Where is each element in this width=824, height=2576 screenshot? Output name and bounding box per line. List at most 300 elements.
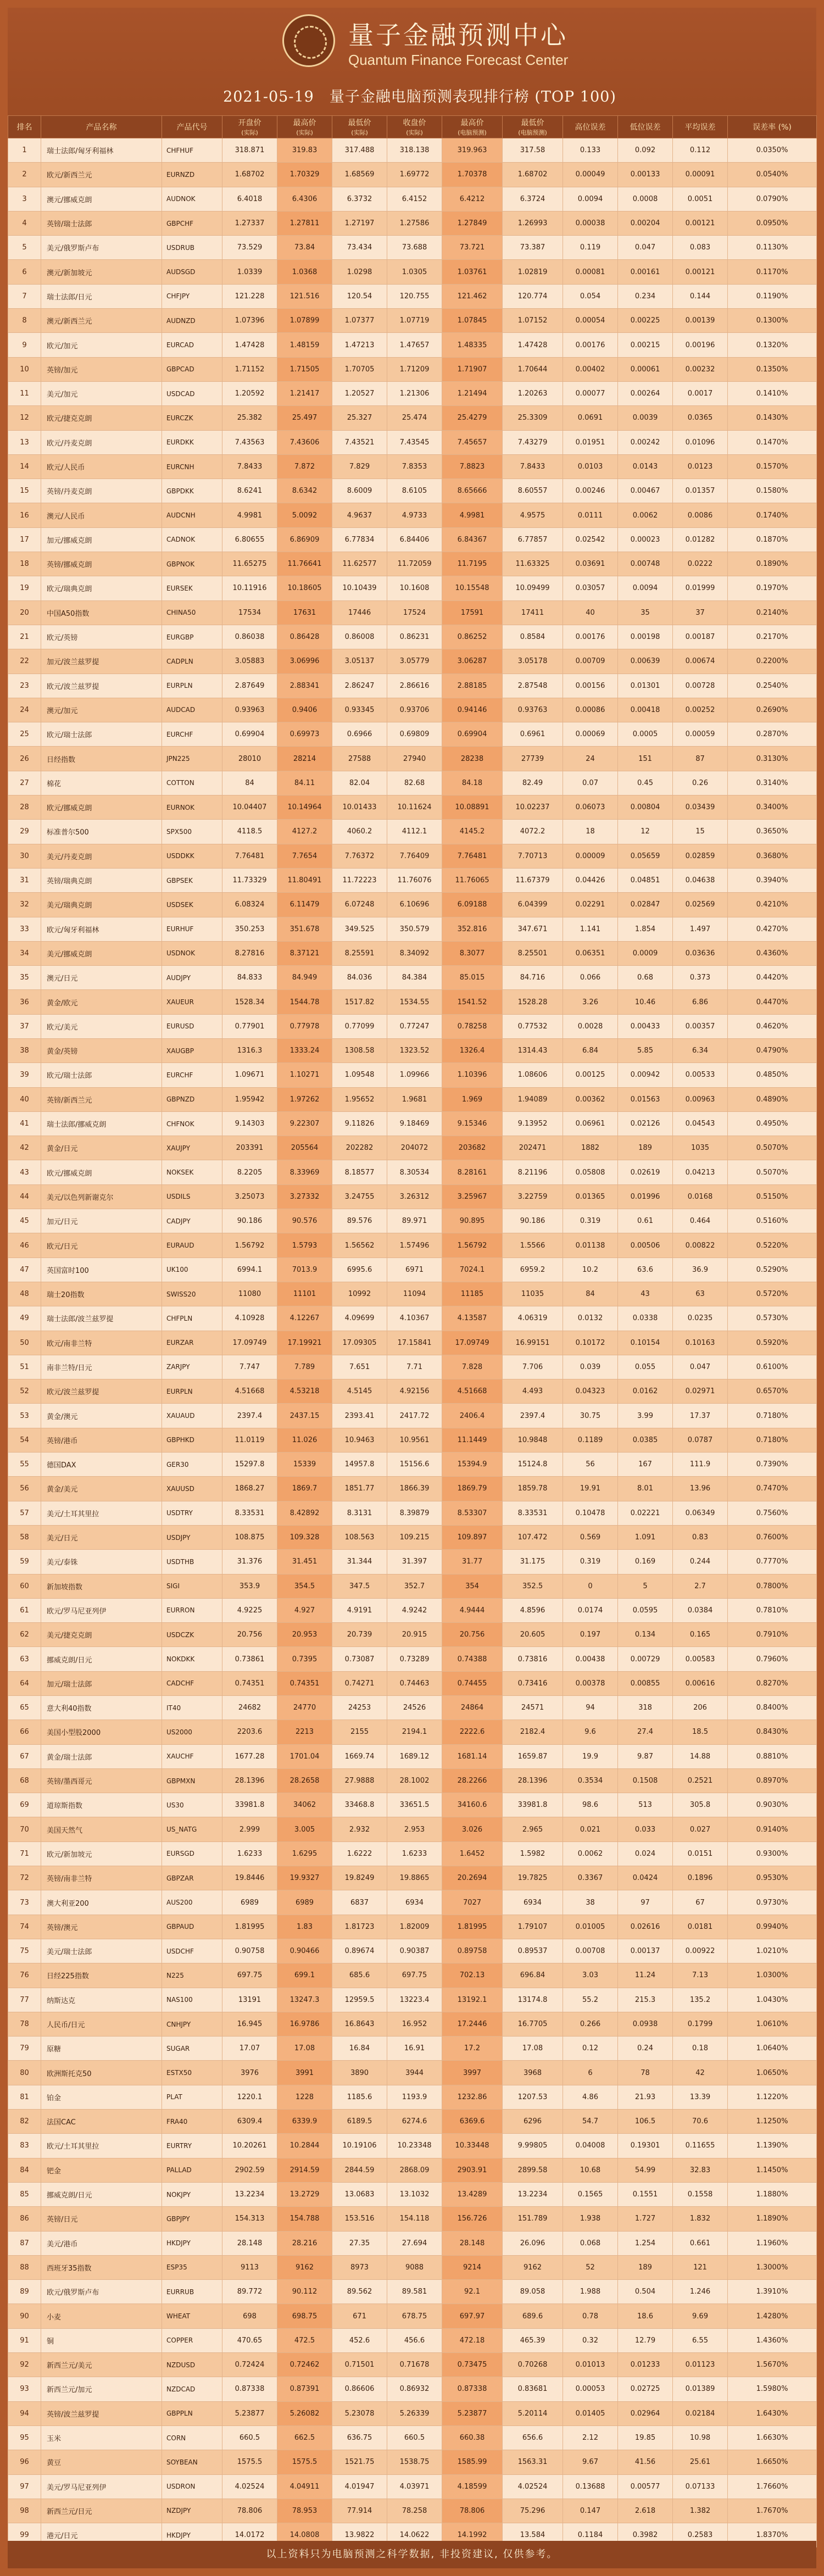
cell-low-predicted: 10.9848 [503,1428,563,1452]
cell-low-error: 27.4 [618,1720,673,1744]
cell-product-name: 欧元/匈牙利福林 [41,917,162,941]
cell-low-actual: 452.6 [332,2328,387,2352]
cell-avg-error: 7.13 [673,1963,728,1988]
cell-close-actual: 1538.75 [387,2450,442,2474]
cell-open-actual: 2902.59 [222,2158,277,2182]
brand-name-en: Quantum Finance Forecast Center [348,52,569,68]
cell-open-actual: 1.71152 [222,357,277,381]
cell-product-name: 标准普尔500 [41,820,162,844]
cell-low-predicted: 1528.28 [503,990,563,1014]
cell-high-error: 9.67 [563,2450,618,2474]
cell-high-actual: 2213 [277,1720,332,1744]
cell-avg-error: 15 [673,820,728,844]
cell-error-rate: 0.9140% [728,1817,817,1841]
cell-open-actual: 3976 [222,2061,277,2085]
cell-open-actual: 0.74351 [222,1671,277,1695]
cell-close-actual: 10.9561 [387,1428,442,1452]
cell-close-actual: 697.75 [387,1963,442,1988]
column-header-label: 最低价 [348,119,371,127]
cell-low-error: 0.169 [618,1550,673,1574]
cell-avg-error: 0.00091 [673,163,728,187]
cell-rank: 55 [8,1453,41,1477]
cell-error-rate: 1.3910% [728,2280,817,2304]
cell-low-predicted: 0.70268 [503,2353,563,2377]
cell-high-actual: 0.86428 [277,625,332,649]
cell-high-error: 0.00709 [563,649,618,674]
cell-close-actual: 28.1002 [387,1768,442,1793]
cell-low-actual: 4.09699 [332,1306,387,1331]
cell-rank: 27 [8,771,41,795]
cell-low-actual: 3.05137 [332,649,387,674]
cell-low-error: 1.254 [618,2231,673,2255]
cell-low-predicted: 6934 [503,1890,563,1915]
cell-close-actual: 2.953 [387,1817,442,1841]
table-row [8,2085,817,2109]
cell-high-predicted: 0.89758 [442,1939,503,1963]
cell-low-actual: 7.829 [332,454,387,479]
cell-high-actual: 78.953 [277,2499,332,2523]
cell-open-actual: 4.10928 [222,1306,277,1331]
cell-avg-error: 2.7 [673,1574,728,1598]
cell-product-code: UK100 [162,1258,222,1282]
cell-high-predicted: 0.78258 [442,1014,503,1038]
cell-open-actual: 89.772 [222,2280,277,2304]
cell-error-rate: 0.1570% [728,454,817,479]
table-row [8,1939,817,1963]
cell-low-error: 0.00264 [618,381,673,405]
cell-close-actual: 4.9242 [387,1598,442,1622]
cell-low-actual: 12959.5 [332,1988,387,2012]
cell-rank: 71 [8,1841,41,1866]
cell-product-code: USDCZK [162,1623,222,1647]
cell-close-actual: 2417.72 [387,1404,442,1428]
cell-product-code: CHFPLN [162,1306,222,1331]
cell-rank: 57 [8,1501,41,1525]
cell-low-error: 0.01301 [618,674,673,698]
cell-high-error: 0.1189 [563,1428,618,1452]
cell-product-name: 美元/土耳其里拉 [41,1501,162,1525]
cell-error-rate: 1.8370% [728,2523,817,2547]
header-banner [8,8,816,123]
cell-high-predicted: 3.25967 [442,1184,503,1209]
cell-open-actual: 697.75 [222,1963,277,1988]
cell-low-error: 8.01 [618,1477,673,1501]
cell-high-error: 0.01013 [563,2353,618,2377]
cell-low-actual: 8.6009 [332,479,387,503]
cell-low-error: 0.05659 [618,844,673,868]
cell-low-error: 0.61 [618,1209,673,1233]
cell-high-actual: 1228 [277,2085,332,2109]
cell-rank: 77 [8,1988,41,2012]
cell-low-actual: 4060.2 [332,820,387,844]
cell-product-name: 欧元/美元 [41,1014,162,1038]
cell-low-actual: 0.89674 [332,1939,387,1963]
cell-low-actual: 6995.6 [332,1258,387,1282]
cell-low-error: 0.00467 [618,479,673,503]
cell-open-actual: 4.02524 [222,2474,277,2499]
cell-open-actual: 660.5 [222,2425,277,2450]
column-header-label: 误差率 (%) [753,123,792,132]
cell-low-predicted: 317.58 [503,138,563,163]
cell-low-predicted: 89.058 [503,2280,563,2304]
cell-low-error: 0.19301 [618,2134,673,2158]
cell-low-actual: 8.18577 [332,1160,387,1184]
cell-high-predicted: 472.18 [442,2328,503,2352]
cell-avg-error: 0.0123 [673,454,728,479]
table-row [8,990,817,1014]
table-row [8,771,817,795]
cell-product-code: CHFNOK [162,1111,222,1136]
cell-high-predicted: 1.71907 [442,357,503,381]
cell-high-actual: 11.026 [277,1428,332,1452]
cell-low-error: 0.00418 [618,698,673,722]
cell-product-name: 英镑/澳元 [41,1915,162,1939]
cell-open-actual: 9.14303 [222,1111,277,1136]
cell-open-actual: 1.6233 [222,1841,277,1866]
cell-low-predicted: 84.716 [503,966,563,990]
cell-high-error: 0.00378 [563,1671,618,1695]
cell-close-actual: 16.91 [387,2037,442,2061]
cell-high-error: 0.0103 [563,454,618,479]
cell-low-actual: 10.9463 [332,1428,387,1452]
cell-low-error: 0.00577 [618,2474,673,2499]
cell-close-actual: 1.09966 [387,1063,442,1087]
cell-close-actual: 0.86932 [387,2377,442,2401]
cell-low-predicted: 6.04399 [503,893,563,917]
cell-high-error: 0.319 [563,1209,618,1233]
cell-rank: 78 [8,2012,41,2036]
cell-high-actual: 354.5 [277,1574,332,1598]
cell-product-code: EURGBP [162,625,222,649]
cell-low-error: 0.00161 [618,260,673,284]
cell-avg-error: 0.1896 [673,1866,728,1890]
cell-open-actual: 3.25073 [222,1184,277,1209]
cell-avg-error: 0.00822 [673,1233,728,1258]
cell-low-predicted: 33981.8 [503,1793,563,1817]
cell-open-actual: 84.833 [222,966,277,990]
cell-high-predicted: 6.84367 [442,527,503,552]
cell-product-code: XAUAUD [162,1404,222,1428]
cell-high-actual: 19.9327 [277,1866,332,1890]
cell-product-name: 欧元/瑞士法郎 [41,722,162,747]
cell-product-name: 英镑/挪威克朗 [41,552,162,576]
cell-low-error: 2.618 [618,2499,673,2523]
cell-close-actual: 17524 [387,600,442,625]
cell-high-actual: 1.6295 [277,1841,332,1866]
cell-open-actual: 90.186 [222,1209,277,1233]
cell-low-predicted: 26.096 [503,2231,563,2255]
cell-low-predicted: 0.93763 [503,698,563,722]
cell-product-code: GBPCHF [162,211,222,235]
cell-rank: 52 [8,1379,41,1404]
cell-low-actual: 0.73087 [332,1647,387,1671]
cell-high-actual: 13247.3 [277,1988,332,2012]
table-row [8,2328,817,2352]
cell-open-actual: 28010 [222,747,277,771]
cell-avg-error: 10.98 [673,2425,728,2450]
cell-close-actual: 1.21306 [387,381,442,405]
cell-avg-error: 36.9 [673,1258,728,1282]
cell-product-code: CNHJPY [162,2012,222,2036]
table-row [8,1209,817,1233]
cell-open-actual: 28.148 [222,2231,277,2255]
cell-product-code: HKDJPY [162,2231,222,2255]
cell-error-rate: 0.0540% [728,163,817,187]
cell-close-actual: 1193.9 [387,2085,442,2109]
cell-close-actual: 1.82009 [387,1915,442,1939]
cell-low-predicted: 202471 [503,1136,563,1160]
cell-rank: 89 [8,2280,41,2304]
cell-low-actual: 10992 [332,1282,387,1306]
table-row [8,722,817,747]
cell-rank: 1 [8,138,41,163]
cell-avg-error: 18.5 [673,1720,728,1744]
cell-error-rate: 0.3680% [728,844,817,868]
cell-product-code: N225 [162,1963,222,1988]
cell-low-predicted: 347.671 [503,917,563,941]
cell-open-actual: 2.999 [222,1817,277,1841]
cell-low-predicted: 13174.8 [503,1988,563,2012]
cell-open-actual: 17534 [222,600,277,625]
cell-product-code: XAUCHF [162,1744,222,1768]
cell-high-error: 0.01138 [563,1233,618,1258]
cell-rank: 58 [8,1525,41,1549]
cell-product-code: FRA40 [162,2110,222,2134]
table-row [8,2499,817,2523]
cell-rank: 85 [8,2182,41,2206]
cell-high-actual: 4.12267 [277,1306,332,1331]
cell-product-name: 欧元/人民币 [41,454,162,479]
cell-low-actual: 7.651 [332,1355,387,1379]
cell-close-actual: 31.397 [387,1550,442,1574]
cell-open-actual: 7.747 [222,1355,277,1379]
cell-low-error: 0.02221 [618,1501,673,1525]
cell-high-error: 1.988 [563,2280,618,2304]
cell-avg-error: 42 [673,2061,728,2085]
cell-product-name: 港元/日元 [41,2523,162,2547]
table-row [8,1988,817,2012]
cell-error-rate: 0.7600% [728,1525,817,1549]
cell-open-actual: 8.33531 [222,1501,277,1525]
cell-low-actual: 10.10439 [332,576,387,600]
cell-high-predicted: 5.23877 [442,2401,503,2425]
cell-high-predicted: 10.08891 [442,795,503,820]
cell-close-actual: 1.27586 [387,211,442,235]
cell-rank: 56 [8,1477,41,1501]
cell-avg-error: 0.00922 [673,1939,728,1963]
cell-open-actual: 318.871 [222,138,277,163]
cell-low-predicted: 25.3309 [503,406,563,430]
cell-low-actual: 20.739 [332,1623,387,1647]
table-row [8,333,817,357]
cell-low-predicted: 8.33531 [503,1501,563,1525]
cell-high-actual: 2.88341 [277,674,332,698]
cell-close-actual: 7.76409 [387,844,442,868]
cell-high-error: 0.00125 [563,1063,618,1087]
cell-high-error: 0.00069 [563,722,618,747]
cell-product-name: 欧元/捷克克朗 [41,406,162,430]
cell-avg-error: 0.11655 [673,2134,728,2158]
cell-high-error: 0.00362 [563,1087,618,1111]
cell-low-predicted: 31.175 [503,1550,563,1574]
cell-high-error: 19.9 [563,1744,618,1768]
cell-open-actual: 3.05883 [222,649,277,674]
cell-error-rate: 0.7180% [728,1428,817,1452]
cell-close-actual: 78.258 [387,2499,442,2523]
cell-low-predicted: 120.774 [503,284,563,308]
cell-avg-error: 0.1558 [673,2182,728,2206]
cell-low-error: 18.6 [618,2304,673,2328]
cell-close-actual: 19.8865 [387,1866,442,1890]
cell-high-error: 30.75 [563,1404,618,1428]
cell-rank: 49 [8,1306,41,1331]
cell-avg-error: 0.18 [673,2037,728,2061]
cell-high-actual: 1869.7 [277,1477,332,1501]
cell-high-error: 55.2 [563,1988,618,2012]
cell-product-code: AUDNOK [162,187,222,211]
cell-high-error: 0.119 [563,236,618,260]
column-header-high-actual [277,116,332,138]
cell-close-actual: 8.34092 [387,941,442,965]
cell-high-error: 0.04008 [563,2134,618,2158]
cell-high-actual: 90.112 [277,2280,332,2304]
cell-high-predicted: 28238 [442,747,503,771]
cell-product-name: 加元/瑞士法郎 [41,1671,162,1695]
cell-low-error: 0.0008 [618,187,673,211]
cell-rank: 21 [8,625,41,649]
cell-avg-error: 0.00583 [673,1647,728,1671]
cell-product-name: 英镑/日元 [41,2207,162,2231]
table-row [8,2304,817,2328]
cell-high-actual: 15339 [277,1453,332,1477]
cell-low-error: 0.02616 [618,1915,673,1939]
cell-error-rate: 0.6100% [728,1355,817,1379]
cell-open-actual: 16.945 [222,2012,277,2036]
cell-low-predicted: 8.21196 [503,1160,563,1184]
cell-product-code: USDCHF [162,1939,222,1963]
cell-low-predicted: 1.20263 [503,381,563,405]
cell-low-error: 189 [618,1136,673,1160]
cell-low-predicted: 1314.43 [503,1038,563,1062]
cell-product-name: 人民币/日元 [41,2012,162,2036]
cell-avg-error: 67 [673,1890,728,1915]
cell-error-rate: 0.2200% [728,649,817,674]
cell-avg-error: 0.00963 [673,1087,728,1111]
table-row [8,2110,817,2134]
cell-error-rate: 1.3000% [728,2255,817,2279]
cell-high-error: 0.00077 [563,381,618,405]
cell-high-error: 0.10478 [563,1501,618,1525]
cell-rank: 88 [8,2255,41,2279]
cell-high-actual: 0.9406 [277,698,332,722]
cell-rank: 31 [8,868,41,892]
cell-high-predicted: 7024.1 [442,1258,503,1282]
cell-product-name: 瑞士法郎/挪威克朗 [41,1111,162,1136]
cell-error-rate: 0.1430% [728,406,817,430]
cell-product-name: 英国富时100 [41,1258,162,1282]
cell-high-actual: 8.6342 [277,479,332,503]
cell-product-code: USDDKK [162,844,222,868]
cell-high-error: 6.84 [563,1038,618,1062]
cell-open-actual: 11080 [222,1282,277,1306]
cell-low-predicted: 13.584 [503,2523,563,2547]
cell-open-actual: 13.2234 [222,2182,277,2206]
cell-high-actual: 4.04911 [277,2474,332,2499]
cell-high-predicted: 10.33448 [442,2134,503,2158]
cell-low-actual: 2155 [332,1720,387,1744]
cell-high-error: 0.32 [563,2328,618,2352]
cell-avg-error: 121 [673,2255,728,2279]
cell-avg-error: 0.0017 [673,381,728,405]
table-row [8,2134,817,2158]
cell-rank: 4 [8,211,41,235]
cell-close-actual: 20.915 [387,1623,442,1647]
cell-high-actual: 1.97262 [277,1087,332,1111]
cell-product-code: EURZAR [162,1331,222,1355]
cell-low-error: 215.3 [618,1988,673,2012]
cell-high-actual: 84.11 [277,771,332,795]
cell-error-rate: 0.1870% [728,527,817,552]
cell-low-predicted: 10.09499 [503,576,563,600]
cell-close-actual: 11.76076 [387,868,442,892]
cell-error-rate: 0.4620% [728,1014,817,1038]
column-header-sublabel: (电脑预测) [458,129,487,136]
cell-high-predicted: 1232.86 [442,2085,503,2109]
cell-high-predicted: 4.18599 [442,2474,503,2499]
table-row [8,187,817,211]
cell-high-error: 0.13688 [563,2474,618,2499]
cell-high-predicted: 1.56792 [442,1233,503,1258]
cell-high-predicted: 1.70378 [442,163,503,187]
cell-high-predicted: 4.51668 [442,1379,503,1404]
cell-avg-error: 0.373 [673,966,728,990]
cell-high-predicted: 2903.91 [442,2158,503,2182]
cell-high-error: 1.141 [563,917,618,941]
table-row [8,381,817,405]
cell-high-error: 0.00053 [563,2377,618,2401]
cell-rank: 53 [8,1404,41,1428]
cell-product-name: 美元/捷克克朗 [41,1623,162,1647]
cell-error-rate: 1.0640% [728,2037,817,2061]
cell-product-name: 新西兰元/日元 [41,2499,162,2523]
cell-product-name: 欧元/丹麦克朗 [41,430,162,454]
cell-high-error: 24 [563,747,618,771]
cell-error-rate: 0.5730% [728,1306,817,1331]
cell-high-actual: 1.5793 [277,1233,332,1258]
table-row [8,1355,817,1379]
cell-product-code: GBPDKK [162,479,222,503]
cell-low-actual: 24253 [332,1696,387,1720]
cell-low-error: 97 [618,1890,673,1915]
cell-low-actual: 0.6966 [332,722,387,747]
cell-high-actual: 1.48159 [277,333,332,357]
cell-open-actual: 6.80655 [222,527,277,552]
column-header-label: 低位误差 [630,123,661,132]
table-row [8,2425,817,2450]
cell-open-actual: 1.95942 [222,1087,277,1111]
cell-low-error: 1.091 [618,1525,673,1549]
cell-rank: 73 [8,1890,41,1915]
cell-error-rate: 1.7660% [728,2474,817,2499]
table-row [8,1184,817,1209]
cell-error-rate: 1.1220% [728,2085,817,2109]
cell-low-error: 0.24 [618,2037,673,2061]
cell-avg-error: 0.83 [673,1525,728,1549]
cell-error-rate: 0.9530% [728,1866,817,1890]
table-row [8,2061,817,2085]
cell-avg-error: 13.39 [673,2085,728,2109]
cell-avg-error: 0.01389 [673,2377,728,2401]
